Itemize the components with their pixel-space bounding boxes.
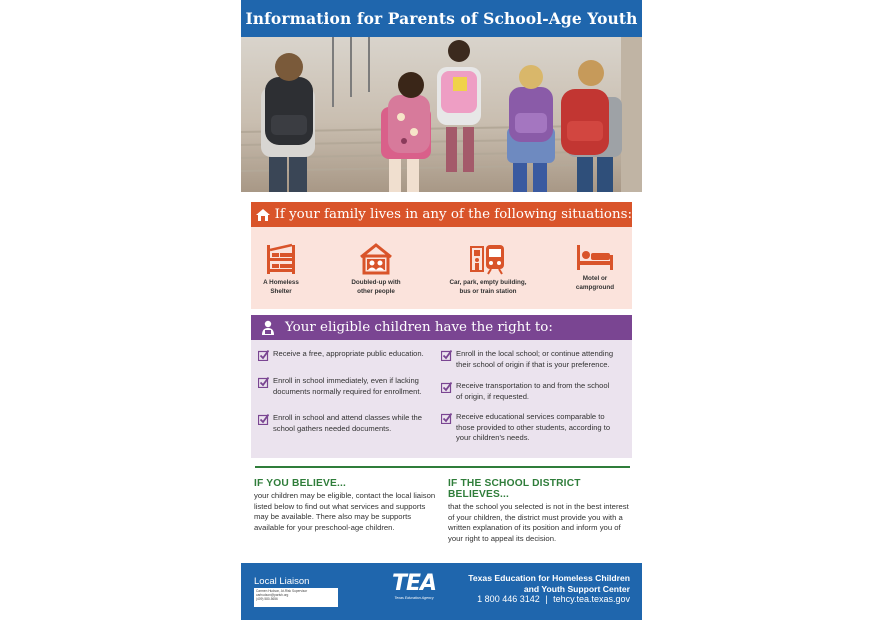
support-center-name: Texas Education for Homeless Children and Youth Support Center bbox=[468, 573, 630, 594]
right-text: Enroll in the local school; or continue attending their school of origin if that is your preference. bbox=[456, 349, 614, 369]
checkbox-checked-icon bbox=[258, 414, 269, 425]
house-icon bbox=[251, 202, 275, 227]
situation-label: Doubled-up with other people bbox=[351, 279, 401, 295]
liaison-line: Carmen Hudson, At-Risk Supervisor bbox=[256, 589, 308, 593]
rights-heading: Your eligible children have the right to: bbox=[285, 320, 553, 335]
situation-car-park-station bbox=[438, 243, 538, 296]
situation-label: A Homeless Shelter bbox=[263, 279, 299, 295]
right-text: Receive a free, appropriate public education. bbox=[273, 349, 424, 358]
website-link[interactable]: tehcy.tea.texas.gov bbox=[553, 594, 630, 604]
if-you-believe-block bbox=[254, 478, 439, 533]
rights-heading-bar bbox=[251, 315, 632, 340]
checkbox-checked-icon bbox=[441, 350, 452, 361]
contact-separator: | bbox=[545, 594, 548, 604]
situation-homeless-shelter bbox=[231, 243, 331, 296]
situation-label: Car, park, empty building, bus or train station bbox=[449, 279, 527, 295]
tea-logo bbox=[387, 572, 441, 601]
if-district-believes-heading: IF THE SCHOOL DISTRICT BELIEVES... bbox=[448, 478, 581, 500]
situation-motel-campground bbox=[545, 243, 645, 292]
right-text: Receive transportation to and from the school of origin, if requested. bbox=[456, 381, 610, 401]
support-center-contact bbox=[477, 594, 630, 604]
right-text: Enroll in school and attend classes while the school gathers needed documents. bbox=[273, 413, 423, 433]
right-item bbox=[258, 376, 434, 397]
checkbox-checked-icon bbox=[441, 382, 452, 393]
footer bbox=[241, 563, 642, 620]
right-item bbox=[441, 349, 617, 370]
checkbox-checked-icon bbox=[441, 413, 452, 424]
situation-label: Motel or campground bbox=[575, 275, 615, 291]
situation-doubled-up bbox=[326, 243, 426, 296]
right-text: Receive educational services comparable to those provided to other students, according to your children's needs. bbox=[456, 412, 611, 443]
if-district-believes-block bbox=[448, 478, 633, 544]
if-district-believes-text: that the school you selected is not in the best interest of your children, the district must provide you with a written explanation of its position and inform you of your right to appeal its decision. bbox=[448, 502, 629, 543]
children-with-backpacks-photo bbox=[241, 37, 642, 192]
right-item bbox=[258, 413, 434, 434]
liaison-contact-box bbox=[254, 588, 338, 607]
motel-bed-icon bbox=[576, 243, 614, 271]
checkbox-checked-icon bbox=[258, 377, 269, 388]
page-title: Information for Parents of School-Age Youth bbox=[245, 9, 638, 28]
right-item bbox=[441, 381, 617, 402]
title-banner bbox=[241, 0, 642, 37]
right-item bbox=[441, 412, 617, 444]
situations-panel bbox=[251, 227, 632, 309]
section-divider bbox=[255, 466, 630, 468]
bus-train-icon bbox=[470, 243, 506, 275]
if-you-believe-heading: IF YOU BELIEVE... bbox=[254, 478, 347, 489]
tea-logo-text: TEA bbox=[391, 571, 437, 596]
if-you-believe-text: your children may be eligible, contact the local liaison listed below to find out what services and supports may be available. There also may be supports available for your preschool-age children. bbox=[254, 491, 436, 532]
checkbox-checked-icon bbox=[258, 350, 269, 361]
student-icon bbox=[251, 315, 285, 340]
shared-home-icon bbox=[359, 243, 393, 275]
right-item bbox=[258, 349, 434, 361]
situations-heading: If your family lives in any of the following situations: bbox=[274, 207, 632, 222]
liaison-line: carhudson@parish.org bbox=[256, 593, 289, 597]
phone-number[interactable]: 1 800 446 3142 bbox=[477, 594, 540, 604]
liaison-title: Local Liaison bbox=[254, 576, 310, 587]
right-text: Enroll in school immediately, even if lacking documents normally required for enrollment. bbox=[273, 376, 422, 396]
situations-heading-bar bbox=[251, 202, 632, 227]
flyer-page bbox=[241, 0, 642, 620]
liaison-line: (409) 580-5656 bbox=[256, 597, 278, 601]
bunk-bed-icon bbox=[266, 243, 296, 275]
rights-panel bbox=[251, 340, 632, 458]
tea-logo-subtitle: Texas Education Agency bbox=[394, 596, 434, 600]
